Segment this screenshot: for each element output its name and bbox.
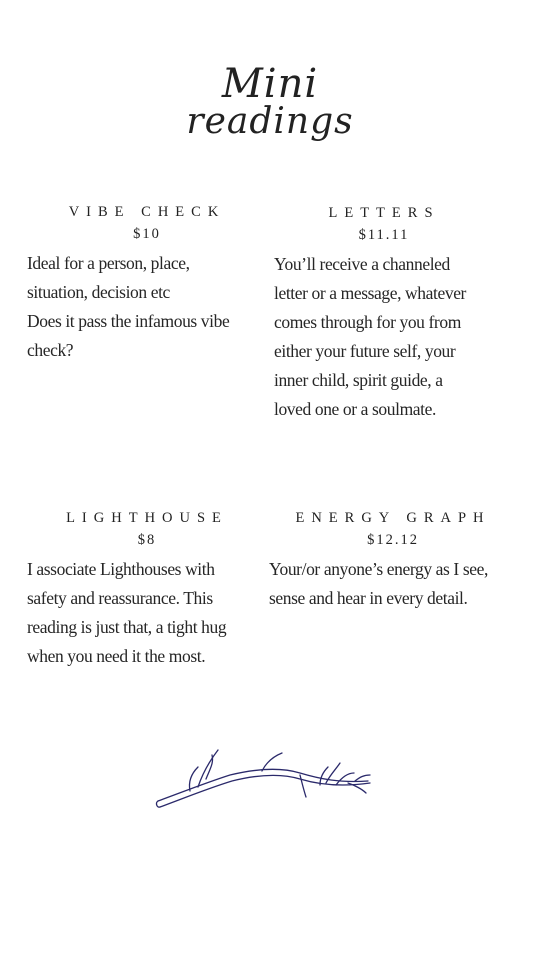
description-line: sense and hear in every detail. xyxy=(269,588,468,608)
reading-description xyxy=(269,555,517,613)
reading-title: LIGHTHOUSE xyxy=(66,510,228,526)
description-line: when you need it the most. xyxy=(27,646,206,666)
reading-title: ENERGY GRAPH xyxy=(295,510,491,526)
reading-description xyxy=(274,250,494,424)
description-line: either your future self, your xyxy=(274,341,456,361)
description-line: Does it pass the infamous vibe xyxy=(27,311,230,331)
reading-card-letters xyxy=(274,205,494,424)
page-title-line-2: readings xyxy=(186,101,354,142)
reading-description xyxy=(27,555,267,671)
description-line: situation, decision etc xyxy=(27,282,170,302)
reading-title: VIBE CHECK xyxy=(68,204,226,220)
reading-card-vibe-check xyxy=(27,204,267,365)
description-line: I associate Lighthouses with xyxy=(27,559,215,579)
branch-illustration-icon xyxy=(150,745,380,815)
description-line: loved one or a soulmate. xyxy=(274,399,436,419)
description-line: Ideal for a person, place, xyxy=(27,253,190,273)
description-line: inner child, spirit guide, a xyxy=(274,370,443,390)
description-line: safety and reassurance. This xyxy=(27,588,213,608)
reading-card-lighthouse xyxy=(27,510,267,671)
description-line: check? xyxy=(27,340,74,360)
description-line: letter or a message, whatever xyxy=(274,283,466,303)
page-title-line-1: Mini xyxy=(221,61,319,107)
description-line: comes through for you from xyxy=(274,312,461,332)
reading-price: $12.12 xyxy=(367,532,419,548)
reading-description xyxy=(27,249,267,365)
reading-price: $10 xyxy=(133,226,161,242)
reading-card-energy-graph xyxy=(269,510,517,613)
description-line: reading is just that, a tight hug xyxy=(27,617,227,637)
reading-title: LETTERS xyxy=(328,205,440,221)
reading-price: $11.11 xyxy=(358,227,410,243)
description-line: You’ll receive a channeled xyxy=(274,254,450,274)
reading-price: $8 xyxy=(137,532,157,548)
description-line: Your/or anyone’s energy as I see, xyxy=(269,559,488,579)
